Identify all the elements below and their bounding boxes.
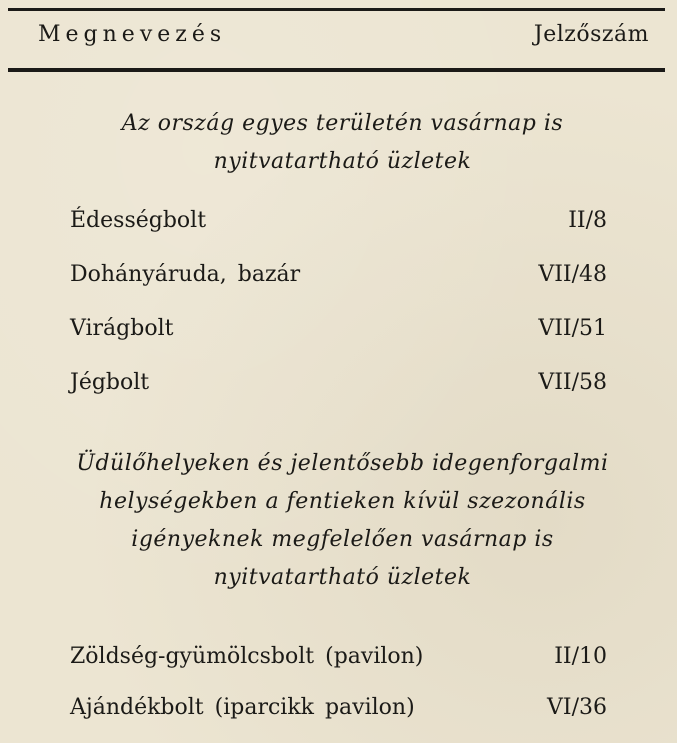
- item-code: VII/58: [538, 370, 607, 395]
- item-name: Virágbolt: [70, 316, 174, 341]
- list-item: [70, 208, 647, 238]
- item-name: Édességbolt: [70, 208, 207, 233]
- section-2-title-line: Üdülőhelyeken és jelentősebb idegenforgalmi: [76, 451, 609, 476]
- item-name: Ajándékbolt (iparcikk pavilon): [70, 695, 415, 720]
- column-header-name: Megnevezés: [38, 22, 227, 47]
- header-rule: [8, 68, 665, 72]
- section-2-title-line: igényeknek megfelelően vasárnap is: [131, 527, 554, 552]
- section-1-title-line: Az ország egyes területén vasárnap is: [121, 111, 564, 136]
- item-name: Jégbolt: [70, 370, 150, 395]
- section-2-title: [30, 445, 655, 597]
- section-2-title-line: helységekben a fentieken kívül szezonális: [99, 489, 586, 514]
- section-1-title-line: nyitvatartható üzletek: [213, 149, 472, 174]
- top-rule: [8, 8, 665, 11]
- item-code: VII/51: [538, 316, 607, 341]
- list-item: [70, 644, 647, 674]
- section-1-title: [30, 105, 655, 181]
- item-code: VI/36: [547, 695, 607, 720]
- section-2-title-line: nyitvatartható üzletek: [213, 565, 472, 590]
- list-item: [70, 262, 647, 292]
- list-item: [70, 370, 647, 400]
- list-item: [70, 316, 647, 346]
- item-name: Zöldség-gyümölcsbolt (pavilon): [70, 644, 424, 669]
- item-code: II/10: [554, 644, 607, 669]
- list-item: [70, 695, 647, 725]
- item-code: II/8: [568, 208, 607, 233]
- item-name: Dohányáruda, bazár: [70, 262, 301, 287]
- column-header-code: Jelzőszám: [533, 22, 649, 47]
- item-code: VII/48: [538, 262, 607, 287]
